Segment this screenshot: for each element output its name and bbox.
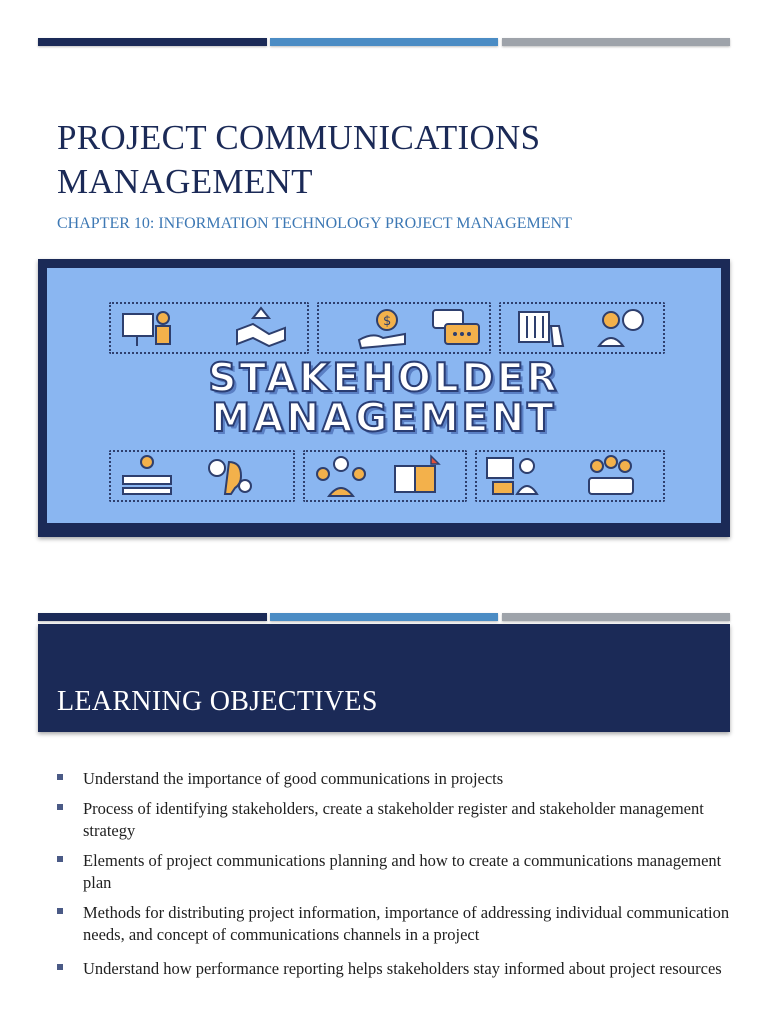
bullet-icon [57,908,63,914]
slide-title [57,116,737,204]
puzzle-icon [387,452,447,500]
slide-subtitle: CHAPTER 10: INFORMATION TECHNOLOGY PROJECT MANAGEMENT [57,215,572,232]
objectives-heading: LEARNING OBJECTIVES [57,686,378,717]
svg-text:$: $ [383,314,392,329]
accent-bar-blue-2 [270,613,498,621]
bullet-icon [57,856,63,862]
objectives-header [38,624,730,732]
accent-bar-navy-2 [38,613,267,621]
objective-text: Methods for distributing project information, importance of addressing individual communication needs, and concept of communications channels in a project [83,903,730,944]
bullet-icon [57,964,63,970]
objective-text: Process of identifying stakeholders, create a stakeholder register and stakeholder management strategy [83,799,704,840]
objective-text: Elements of project communications planning and how to create a communications management plan [83,851,722,892]
objective-item [57,958,737,980]
accent-bar-gray [502,38,730,46]
objective-item [57,798,737,842]
objective-text: Understand how performance reporting helps stakeholders stay informed about project resources [83,959,722,978]
accent-bar-navy [38,38,267,46]
search-person-icon [591,304,651,352]
objective-item [57,850,737,894]
settings-touch-icon [513,304,573,352]
slide-title-line-1: PROJECT COMMUNICATIONS [57,118,541,157]
objective-item [57,768,737,790]
handshake-icon [231,304,291,352]
group-icon [581,452,641,500]
banner-title-line-1: STAKEHOLDER [208,356,560,401]
money-hand-icon [353,304,413,352]
objective-text: Understand the importance of good communications in projects [83,769,504,788]
banner-background [47,268,721,523]
bullet-icon [57,804,63,810]
meeting-icon [483,452,543,500]
banner-title-line-2: MANAGEMENT [211,396,557,441]
bullet-icon [57,774,63,780]
objective-item [57,902,737,946]
accent-bar-gray-2 [502,613,730,621]
chat-icon [427,304,487,352]
slide-title-line-2: MANAGEMENT [57,162,313,201]
agreement-icon [117,452,177,500]
presentation-icon [117,304,177,352]
idea-gears-icon [197,452,257,500]
accent-bar-blue [270,38,498,46]
objectives-list [57,768,737,988]
stakeholder-banner-image [38,259,730,537]
team-gear-icon [311,452,371,500]
